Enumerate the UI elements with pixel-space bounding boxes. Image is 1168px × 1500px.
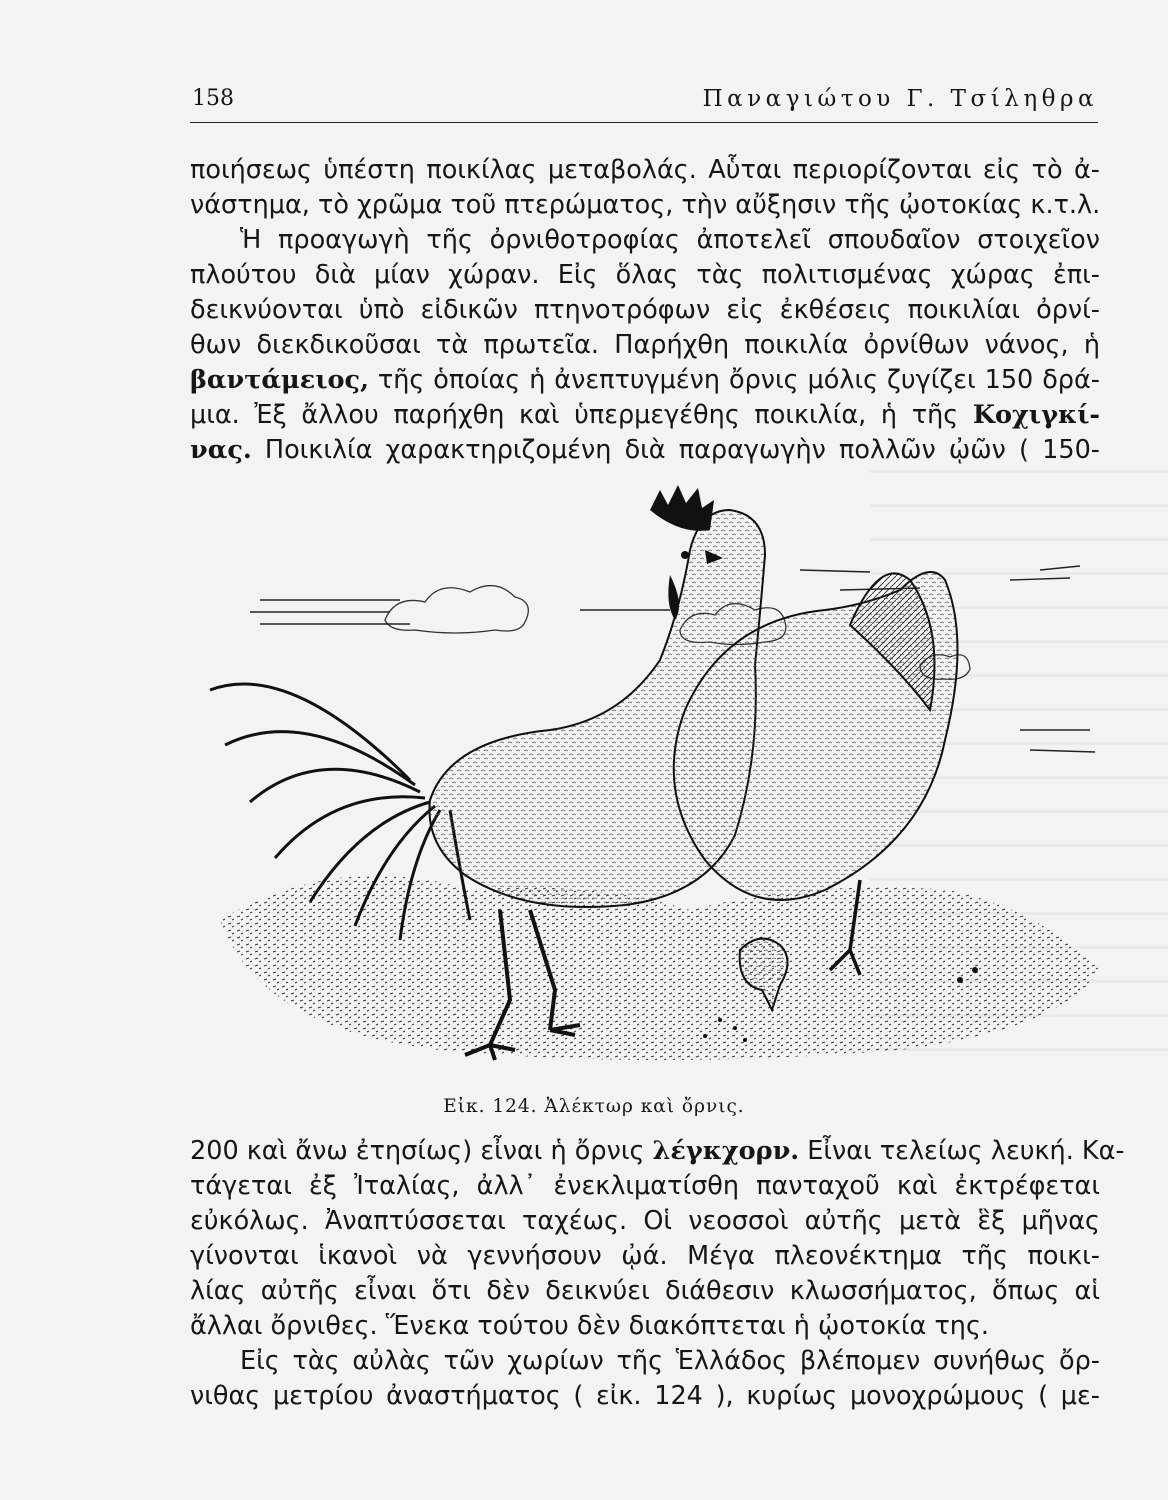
- page-header: [190, 84, 1098, 123]
- page-number: 158: [192, 86, 234, 111]
- text-line: ἄλλαι ὄρνιθες. Ἕνεκα τούτου δὲν διακόπτεται ἡ ᾠοτοκία της.: [190, 1311, 990, 1341]
- breed-name-cochin-end: νας.: [190, 435, 252, 465]
- ground: [220, 875, 1100, 1060]
- text-line: πλούτου διὰ μίαν χώραν. Εἰς ὅλας τὰς πολιτισμένας χώρας ἐπι-: [190, 260, 1100, 290]
- text-line: λίας αὐτῆς εἶναι ὅτι δὲν δεικνύει διάθεσιν κλωσσήματος, ὅπως αἱ: [190, 1276, 1100, 1306]
- line-text-after: τῆς ὁποίας ἡ ἀνεπτυγμένη ὄρνις μόλις ζυγίζει 150 δρά-: [368, 365, 1100, 395]
- figure-caption: Εἰκ. 124. Ἀλέκτωρ καὶ ὄρνις.: [443, 1096, 745, 1117]
- text-line: τάγεται ἐξ Ἰταλίας, ἀλλ᾽ ἐνεκλιματίσθη πανταχοῦ καὶ ἐκτρέφεται: [190, 1171, 1100, 1201]
- text-line: [190, 1134, 1125, 1169]
- paragraph-bottom: [190, 1134, 1125, 1414]
- text-line: [190, 363, 1100, 398]
- text-line: θων διεκδικοῦσαι τὰ πρωτεῖα. Παρήχθη ποικιλία ὀρνίθων νάνος, ἡ: [190, 330, 1100, 360]
- breed-name-leghorn: λέγκχορν.: [652, 1136, 800, 1166]
- line-text-before: 200 καὶ ἄνω ἐτησίως) εἶναι ἡ ὄρνις: [190, 1136, 653, 1166]
- figure-rooster-and-hen: [200, 480, 1100, 1070]
- rooster-wattle: [668, 575, 679, 620]
- text-line: νάστημα, τὸ χρῶμα τοῦ πτερώματος, τὴν αὔξησιν τῆς ᾠοτοκίας κ.τ.λ.: [190, 190, 1101, 220]
- text-line: εὐκόλως. Ἀναπτύσσεται ταχέως. Οἱ νεοσσοὶ αὐτῆς μετὰ ἓξ μῆνας: [190, 1206, 1100, 1236]
- rooster-eye: [681, 551, 689, 559]
- text-line: ποιήσεως ὑπέστη ποικίλας μεταβολάς. Αὗται περιορίζονται εἰς τὸ ἀ-: [190, 155, 1100, 185]
- text-line: [190, 433, 1100, 468]
- text-line: γίνονται ἱκανοὶ νὰ γεννήσουν ᾠά. Μέγα πλεονέκτημα τῆς ποικι-: [190, 1241, 1100, 1271]
- line-text-after: Εἶναι τελείως λευκή. Κα-: [799, 1136, 1125, 1166]
- text-line: νιθας μετρίου ἀναστήματος ( εἰκ. 124 ), κυρίως μονοχρώμους ( με-: [190, 1381, 1100, 1411]
- line-text-after: Ποικιλία χαρακτηριζομένη διὰ παραγωγὴν πολλῶν ᾠῶν ( 150-: [251, 435, 1100, 465]
- running-head-author: Παναγιώτου Γ. Τσίληθρα: [702, 86, 1098, 112]
- paragraph-top: [190, 153, 1100, 468]
- breed-name-cochin: Κοχιγκί-: [972, 400, 1100, 430]
- text-line: Εἰς τὰς αὐλὰς τῶν χωρίων τῆς Ἑλλάδος βλέπομεν συνήθως ὄρ-: [240, 1346, 1100, 1376]
- text-line: Ἡ προαγωγὴ τῆς ὀρνιθοτροφίας ἀποτελεῖ σπουδαῖον στοιχεῖον: [240, 225, 1100, 255]
- rooster-hen-engraving: [200, 480, 1100, 1070]
- rooster-comb: [650, 485, 714, 531]
- text-line: [190, 398, 1100, 433]
- breed-name-bantam: βαντάμειος,: [190, 365, 369, 395]
- line-text-before: μια. Ἐξ ἄλλου παρήχθη καὶ ὑπερμεγέθης ποικιλία, ἡ τῆς: [190, 400, 973, 430]
- text-line: δεικνύονται ὑπὸ εἰδικῶν πτηνοτρόφων εἰς ἐκθέσεις ποικιλίαι ὀρνί-: [190, 295, 1100, 325]
